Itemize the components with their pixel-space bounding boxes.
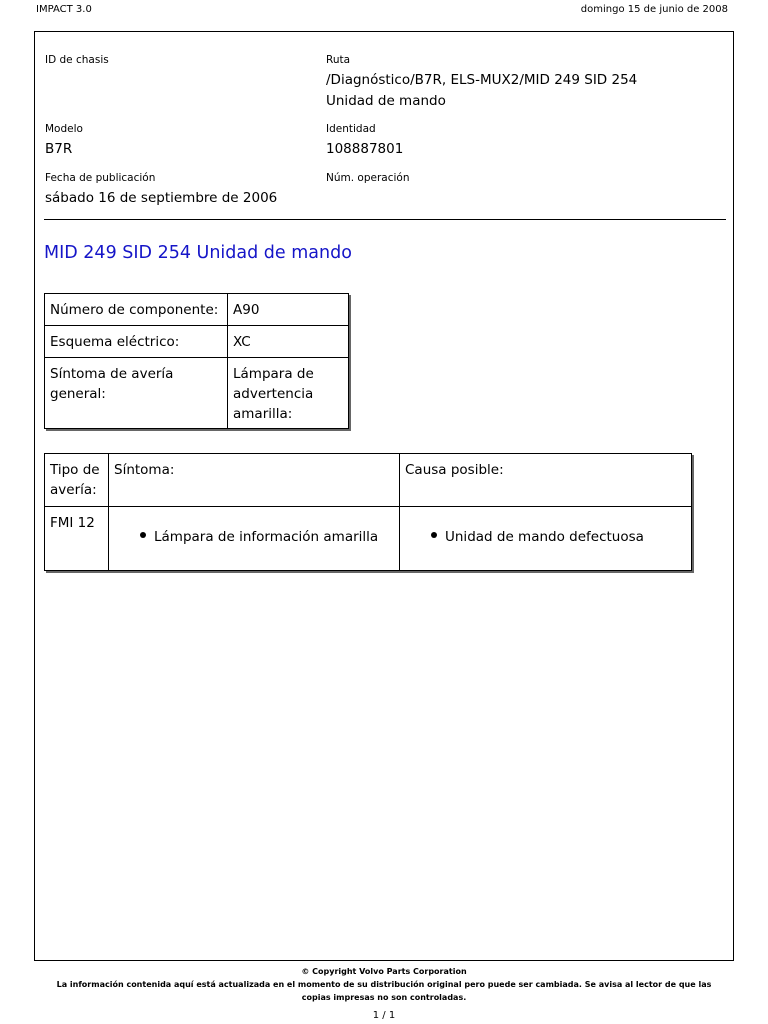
symptom-list-item — [114, 527, 394, 547]
identity-value: 108887801 — [326, 141, 404, 157]
spec-label: Esquema eléctrico: — [45, 326, 228, 358]
spec-label: Síntoma de avería general: — [45, 358, 228, 429]
operation-number-label: Núm. operación — [326, 172, 410, 184]
cause-list-item — [405, 527, 686, 547]
model-value: B7R — [45, 141, 73, 157]
bullet-icon — [140, 532, 146, 538]
chassis-id-label: ID de chasis — [45, 54, 109, 66]
symptom-text: Lámpara de información amarilla — [154, 529, 379, 545]
cause-cell — [400, 507, 692, 571]
footer — [40, 965, 728, 1004]
page-number: 1 / 1 — [372, 1010, 396, 1021]
app-name: IMPACT 3.0 — [36, 4, 92, 15]
cause-text: Unidad de mando defectuosa — [445, 529, 644, 545]
fault-type-header: Tipo de avería: — [45, 454, 109, 507]
page-title: MID 249 SID 254 Unidad de mando — [44, 243, 352, 263]
print-date: domingo 15 de junio de 2008 — [580, 4, 728, 15]
model-label: Modelo — [45, 123, 83, 135]
spec-row-component — [45, 294, 349, 326]
publication-date-label: Fecha de publicación — [45, 172, 156, 184]
spec-row-wiring — [45, 326, 349, 358]
cause-header: Causa posible: — [400, 454, 692, 507]
spec-value: Lámpara de advertencia amarilla: — [228, 358, 349, 429]
identity-label: Identidad — [326, 123, 376, 135]
copyright-text: © Copyright Volvo Parts Corporation — [301, 967, 467, 976]
disclaimer-text: La información contenida aquí está actualizada en el momento de su distribución original pero puede ser cambiada. Se avisa al lector de que las copias impresas no son controladas. — [56, 980, 712, 1002]
bullet-icon — [431, 532, 437, 538]
header-divider — [44, 219, 726, 220]
table-row — [45, 507, 692, 571]
publication-date-value: sábado 16 de septiembre de 2006 — [45, 190, 278, 206]
fault-table-header-row — [45, 454, 692, 507]
fault-table — [44, 453, 692, 571]
spec-value: XC — [228, 326, 349, 358]
symptom-header: Síntoma: — [109, 454, 400, 507]
route-label: Ruta — [326, 54, 351, 66]
spec-row-symptom — [45, 358, 349, 429]
spec-label: Número de componente: — [45, 294, 228, 326]
symptom-cell — [109, 507, 400, 571]
fault-type-cell: FMI 12 — [45, 507, 109, 571]
route-value: /Diagnóstico/B7R, ELS-MUX2/MID 249 SID 254 Unidad de mando — [326, 72, 638, 109]
document-frame — [34, 31, 734, 961]
component-spec-table — [44, 293, 349, 429]
spec-value: A90 — [228, 294, 349, 326]
